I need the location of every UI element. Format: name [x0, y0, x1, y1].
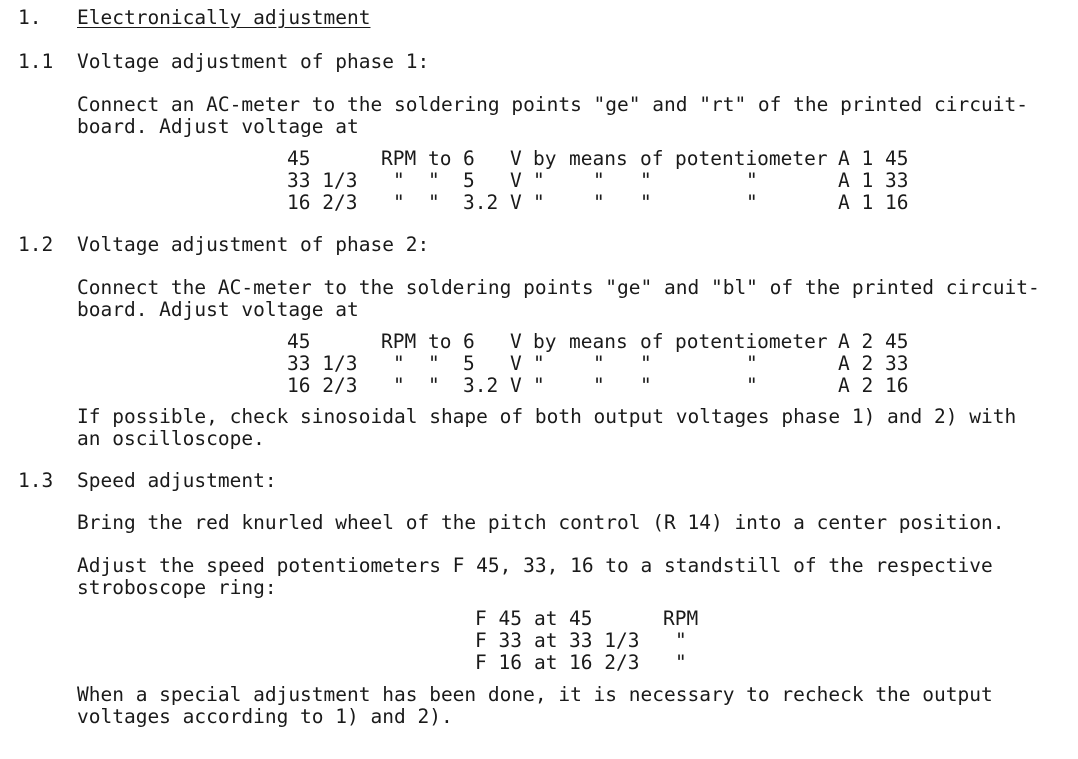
table-cell: RPM — [381, 147, 417, 170]
section-title: Electronically adjustment — [77, 6, 371, 29]
table-cell-voltage: 6 — [463, 147, 475, 170]
subsection-heading-1-2: Voltage adjustment of phase 2: — [77, 233, 430, 256]
table-cell: RPM — [381, 330, 417, 353]
table-cell: of — [640, 330, 664, 353]
table-cell: " — [393, 169, 405, 192]
subsection-heading-1-1: Voltage adjustment of phase 1: — [77, 50, 430, 73]
paragraph-line: voltages according to 1) and 2). — [77, 705, 453, 728]
table-cell: means — [569, 330, 628, 353]
subsection-number-1-3: 1.3 — [18, 469, 54, 492]
table-cell: " — [640, 352, 652, 375]
table-cell-voltage: 3.2 — [463, 374, 499, 397]
table-cell-unit: " — [675, 629, 687, 652]
table-cell-rpm: 45 — [287, 147, 311, 170]
table-cell: " — [746, 374, 758, 397]
paragraph-line: If possible, check sinosoidal shape of both output voltages phase 1) and 2) with — [77, 405, 1017, 428]
table-cell-unit: RPM — [663, 607, 699, 630]
table-cell: " — [533, 191, 545, 214]
table-cell-unit: V — [510, 147, 522, 170]
table-cell-potentiometer: F 45 — [475, 607, 522, 630]
table-cell-potentiometer: A 2 16 — [838, 374, 909, 397]
paragraph-line: board. Adjust voltage at — [77, 115, 359, 138]
paragraph-line: When a special adjustment has been done, it is necessary to recheck the output — [77, 683, 993, 706]
paragraph-line: an oscilloscope. — [77, 427, 265, 450]
table-cell: " — [428, 191, 440, 214]
subsection-number-1-2: 1.2 — [18, 233, 54, 256]
table-cell: " — [533, 169, 545, 192]
table-cell: potentiometer — [675, 147, 828, 170]
table-cell-unit: V — [510, 191, 522, 214]
paragraph-line: board. Adjust voltage at — [77, 298, 359, 321]
subsection-number-1-1: 1.1 — [18, 50, 54, 73]
table-cell: " — [746, 191, 758, 214]
table-cell-rpm: 45 — [287, 330, 311, 353]
paragraph-line: Bring the red knurled wheel of the pitch control (R 14) into a center position. — [77, 511, 1005, 534]
table-cell: at — [534, 629, 558, 652]
table-cell: " — [533, 352, 545, 375]
table-cell-speed: 45 — [569, 607, 593, 630]
table-cell: " — [640, 374, 652, 397]
table-cell: " — [593, 169, 605, 192]
paragraph-line: stroboscope ring: — [77, 576, 277, 599]
table-cell: " — [428, 352, 440, 375]
table-cell-rpm: 33 1/3 — [287, 352, 358, 375]
table-cell: " — [640, 169, 652, 192]
table-cell: means — [569, 147, 628, 170]
table-cell-unit: V — [510, 352, 522, 375]
table-cell-potentiometer: A 2 33 — [838, 352, 909, 375]
table-cell-speed: 16 2/3 — [569, 651, 640, 674]
table-cell: at — [534, 607, 558, 630]
table-cell: " — [593, 191, 605, 214]
table-cell: " — [428, 374, 440, 397]
table-cell: " — [593, 352, 605, 375]
table-cell: potentiometer — [675, 330, 828, 353]
table-cell: " — [593, 374, 605, 397]
table-cell-rpm: 16 2/3 — [287, 374, 358, 397]
table-cell: " — [393, 191, 405, 214]
table-cell: " — [428, 169, 440, 192]
table-cell-voltage: 5 — [463, 169, 475, 192]
table-cell: " — [746, 352, 758, 375]
subsection-heading-1-3: Speed adjustment: — [77, 469, 277, 492]
table-cell: of — [640, 147, 664, 170]
paragraph-line: Connect an AC-meter to the soldering points "ge" and "rt" of the printed circuit- — [77, 93, 1028, 116]
table-cell: to — [428, 147, 452, 170]
table-cell: " — [393, 352, 405, 375]
table-cell: by — [533, 147, 557, 170]
table-cell-unit: V — [510, 330, 522, 353]
table-cell-voltage: 6 — [463, 330, 475, 353]
table-cell-rpm: 33 1/3 — [287, 169, 358, 192]
table-cell-voltage: 5 — [463, 352, 475, 375]
table-cell: " — [533, 374, 545, 397]
table-cell-potentiometer: A 1 33 — [838, 169, 909, 192]
table-cell: " — [640, 191, 652, 214]
table-cell-voltage: 3.2 — [463, 191, 499, 214]
table-cell-speed: 33 1/3 — [569, 629, 640, 652]
paragraph-line: Connect the AC-meter to the soldering points "ge" and "bl" of the printed circuit- — [77, 276, 1040, 299]
table-cell-potentiometer: F 33 — [475, 629, 522, 652]
table-cell-potentiometer: A 1 16 — [838, 191, 909, 214]
table-cell-potentiometer: F 16 — [475, 651, 522, 674]
paragraph-line: Adjust the speed potentiometers F 45, 33, 16 to a standstill of the respective — [77, 554, 993, 577]
table-cell-unit: " — [675, 651, 687, 674]
table-cell-potentiometer: A 2 45 — [838, 330, 909, 353]
table-cell: at — [534, 651, 558, 674]
table-cell-unit: V — [510, 169, 522, 192]
section-number: 1. — [18, 6, 42, 29]
table-cell-unit: V — [510, 374, 522, 397]
table-cell-rpm: 16 2/3 — [287, 191, 358, 214]
table-cell: " — [393, 374, 405, 397]
table-cell: " — [746, 169, 758, 192]
table-cell-potentiometer: A 1 45 — [838, 147, 909, 170]
table-cell: by — [533, 330, 557, 353]
table-cell: to — [428, 330, 452, 353]
